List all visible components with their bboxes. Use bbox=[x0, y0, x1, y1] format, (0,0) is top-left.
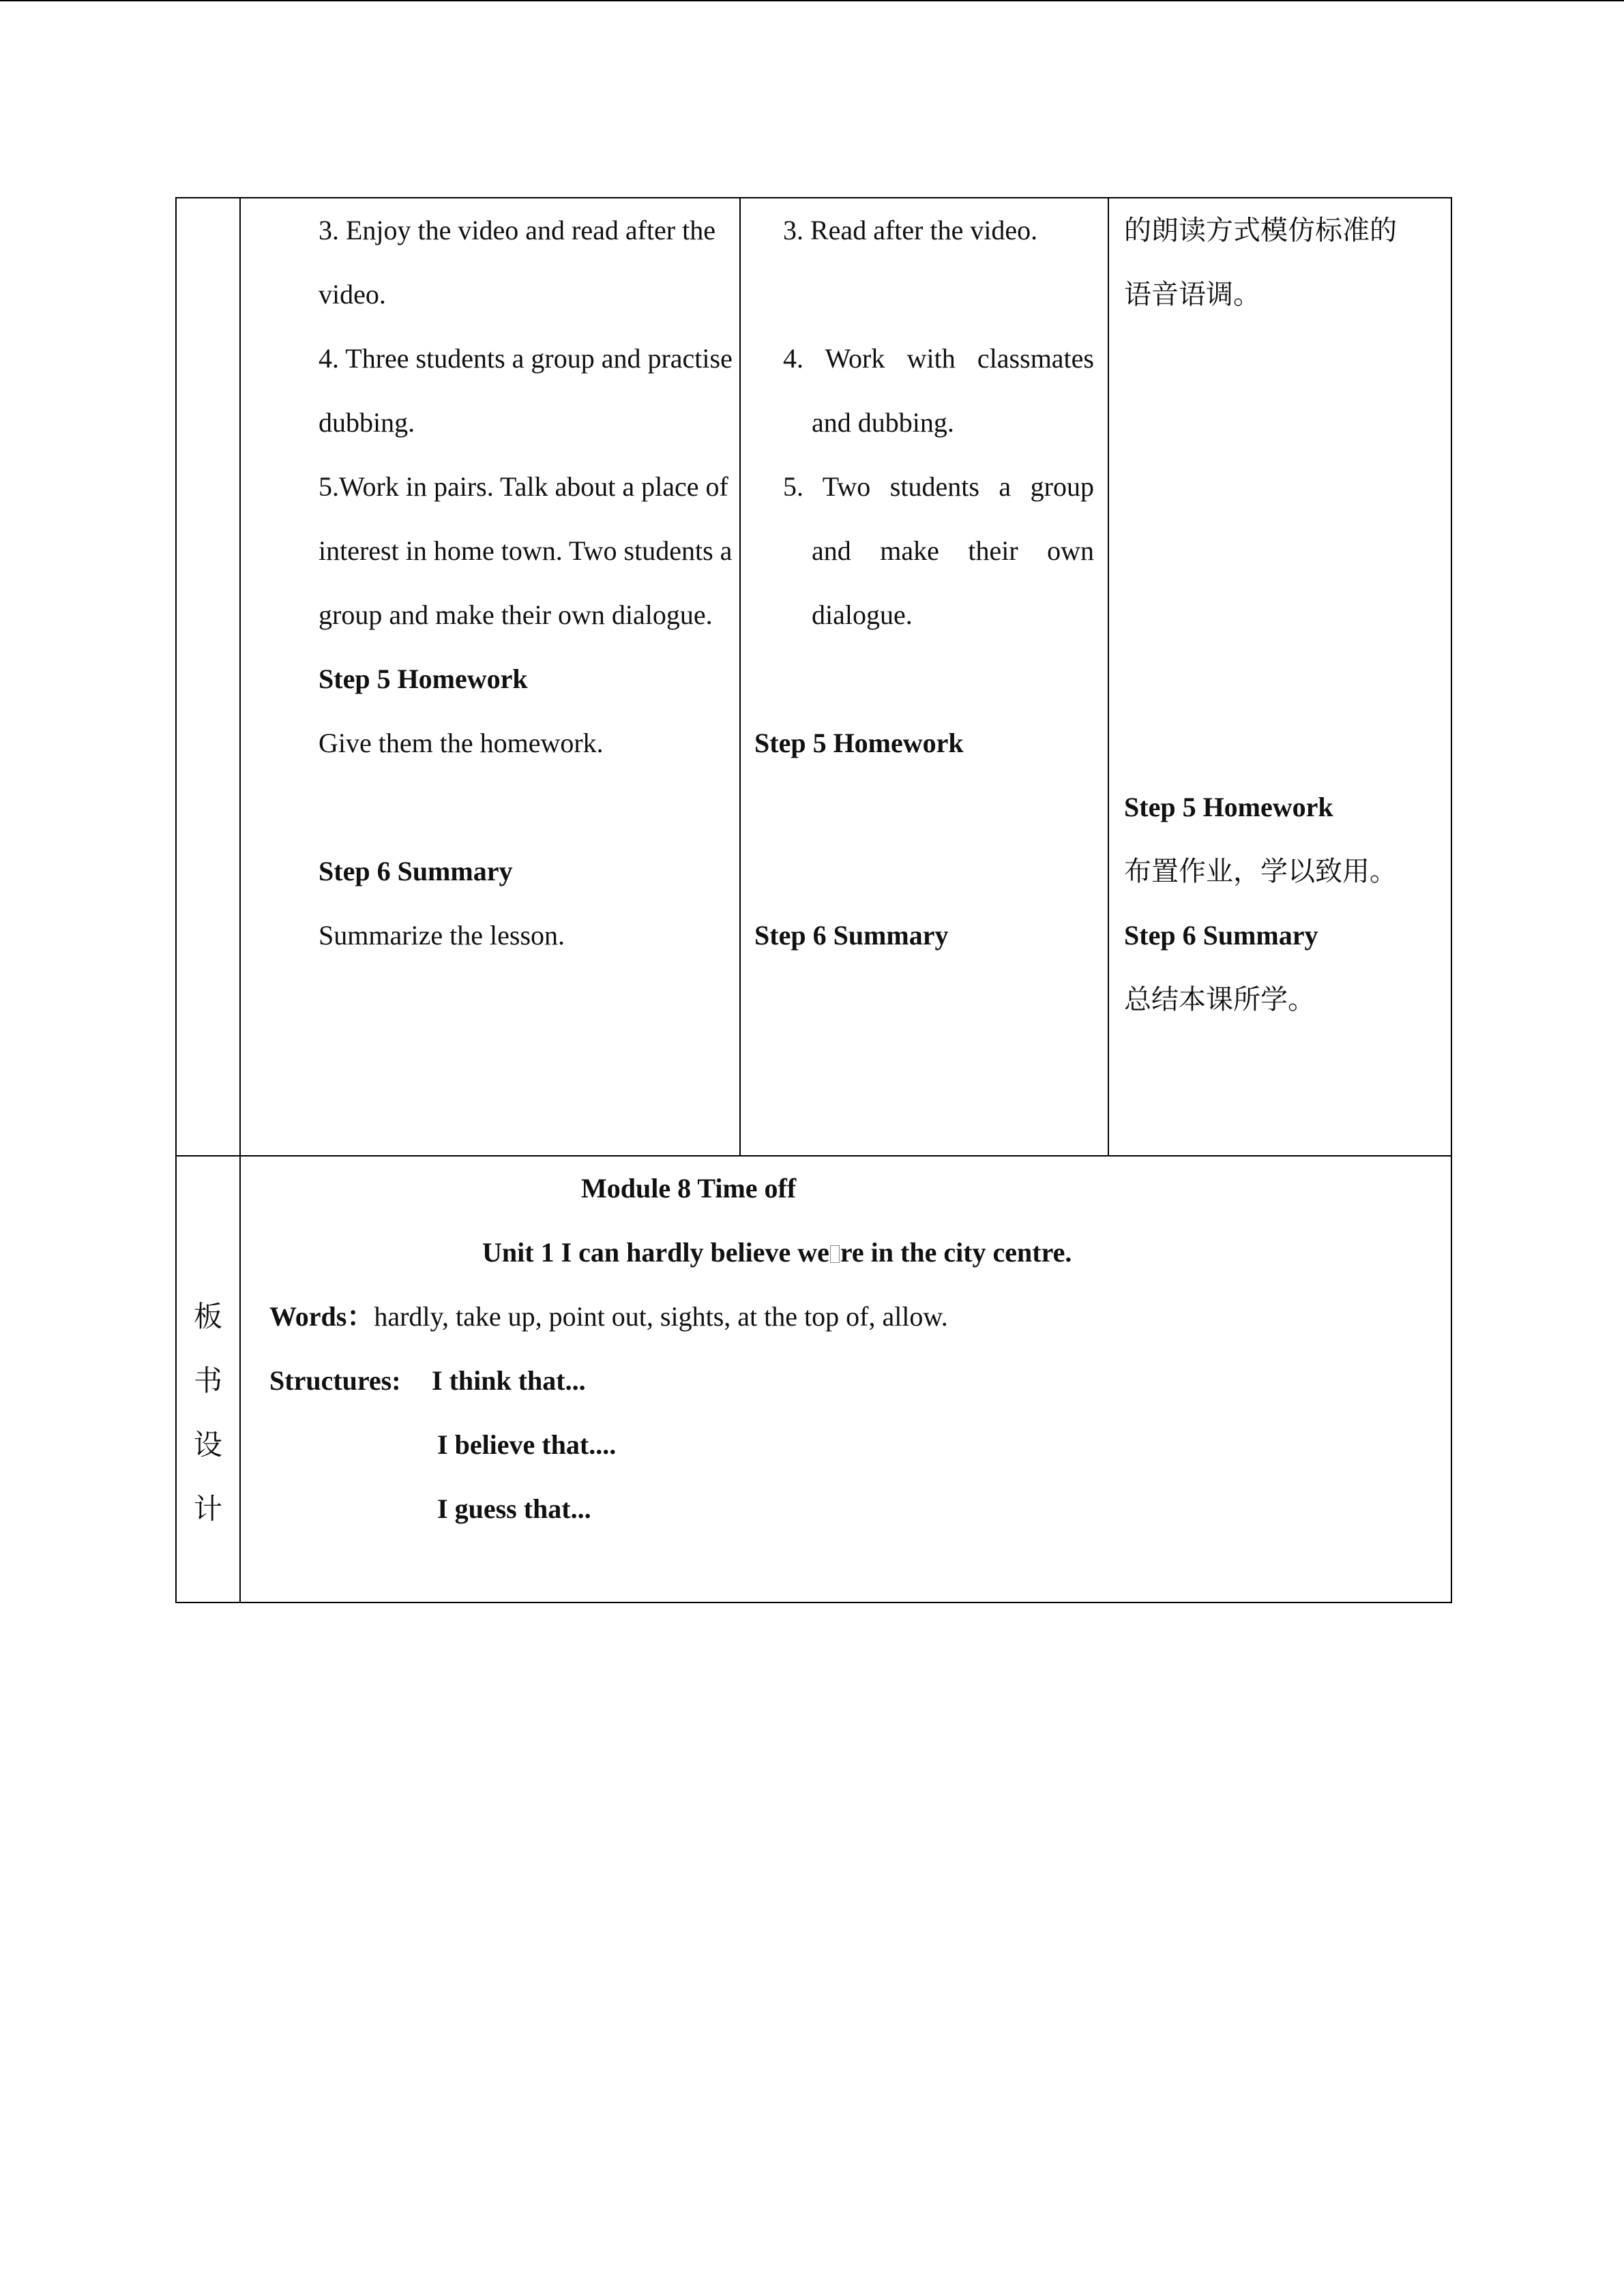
board-unit-title bbox=[482, 1221, 1072, 1285]
step6-text: Summarize the lesson. bbox=[319, 920, 565, 951]
words-text: hardly, take up, point out, sights, at the top of, allow. bbox=[374, 1301, 948, 1332]
activity-item-5-line-3: group and make their own dialogue. bbox=[319, 599, 713, 630]
activity-item-4-line-1: 4. Three students a group and practise bbox=[319, 343, 733, 374]
unit-title-part-2: re in the city centre. bbox=[840, 1237, 1072, 1268]
purpose-step6-heading: Step 6 Summary bbox=[1124, 920, 1318, 951]
purpose-line-2: 语音语调。 bbox=[1124, 279, 1260, 310]
teacher-activities-cell bbox=[240, 198, 740, 1156]
activity-item-5-line-1: 5.Work in pairs. Talk about a place of bbox=[319, 471, 728, 502]
structure-1: I think that... bbox=[432, 1365, 586, 1396]
step5-text: Give them the homework. bbox=[319, 728, 604, 758]
student-item-5-line-2: and make their own bbox=[812, 535, 1094, 566]
design-purpose-cell bbox=[1108, 198, 1451, 1156]
label-char-2: 书 bbox=[193, 1364, 222, 1397]
words-label: Words： bbox=[269, 1301, 374, 1332]
board-words bbox=[269, 1285, 948, 1349]
student-item-3: 3. Read after the video. bbox=[783, 215, 1038, 245]
label-char-1: 板 bbox=[193, 1300, 222, 1333]
blackboard-design-cell bbox=[240, 1156, 1451, 1602]
board-structures-label: Structures: bbox=[269, 1365, 401, 1396]
step5-heading: Step 5 Homework bbox=[319, 664, 528, 694]
procedure-row bbox=[176, 198, 1451, 1156]
row-label-cell-empty bbox=[176, 198, 240, 1156]
student-step5-heading: Step 5 Homework bbox=[754, 728, 964, 758]
purpose-step6-text: 总结本课所学。 bbox=[1124, 984, 1315, 1015]
missing-glyph-box bbox=[830, 1245, 840, 1263]
page-top-edge bbox=[0, 0, 1624, 1]
student-activities-cell bbox=[740, 198, 1108, 1156]
student-item-4-line-1: 4. Work with classmates bbox=[783, 343, 1094, 374]
label-char-4: 计 bbox=[193, 1492, 222, 1525]
unit-title-part-1: Unit 1 I can hardly believe we bbox=[482, 1237, 829, 1268]
structure-3: I guess that... bbox=[437, 1493, 591, 1524]
activity-item-3-line-1: 3. Enjoy the video and read after the bbox=[319, 215, 715, 245]
blackboard-row bbox=[176, 1156, 1451, 1602]
student-item-4-line-2: and dubbing. bbox=[812, 407, 954, 438]
lesson-plan-table bbox=[175, 197, 1452, 1603]
purpose-step5-heading: Step 5 Homework bbox=[1124, 792, 1333, 822]
activity-item-4-line-2: dubbing. bbox=[319, 407, 415, 438]
student-step6-heading: Step 6 Summary bbox=[754, 920, 949, 951]
purpose-line-1: 的朗读方式模仿标准的 bbox=[1124, 215, 1397, 246]
label-char-3: 设 bbox=[193, 1428, 222, 1461]
step6-heading: Step 6 Summary bbox=[319, 856, 513, 886]
structure-2: I believe that.... bbox=[437, 1429, 617, 1460]
activity-item-5-line-2: interest in home town. Two students a bbox=[319, 535, 733, 566]
activity-item-3-line-2: video. bbox=[319, 279, 386, 310]
student-item-5-line-3: dialogue. bbox=[812, 599, 913, 630]
blackboard-label-cell bbox=[176, 1156, 240, 1602]
board-title: Module 8 Time off bbox=[581, 1173, 797, 1204]
student-item-5-line-1: 5. Two students a group bbox=[783, 471, 1094, 502]
purpose-step5-text: 布置作业，学以致用。 bbox=[1124, 856, 1397, 887]
